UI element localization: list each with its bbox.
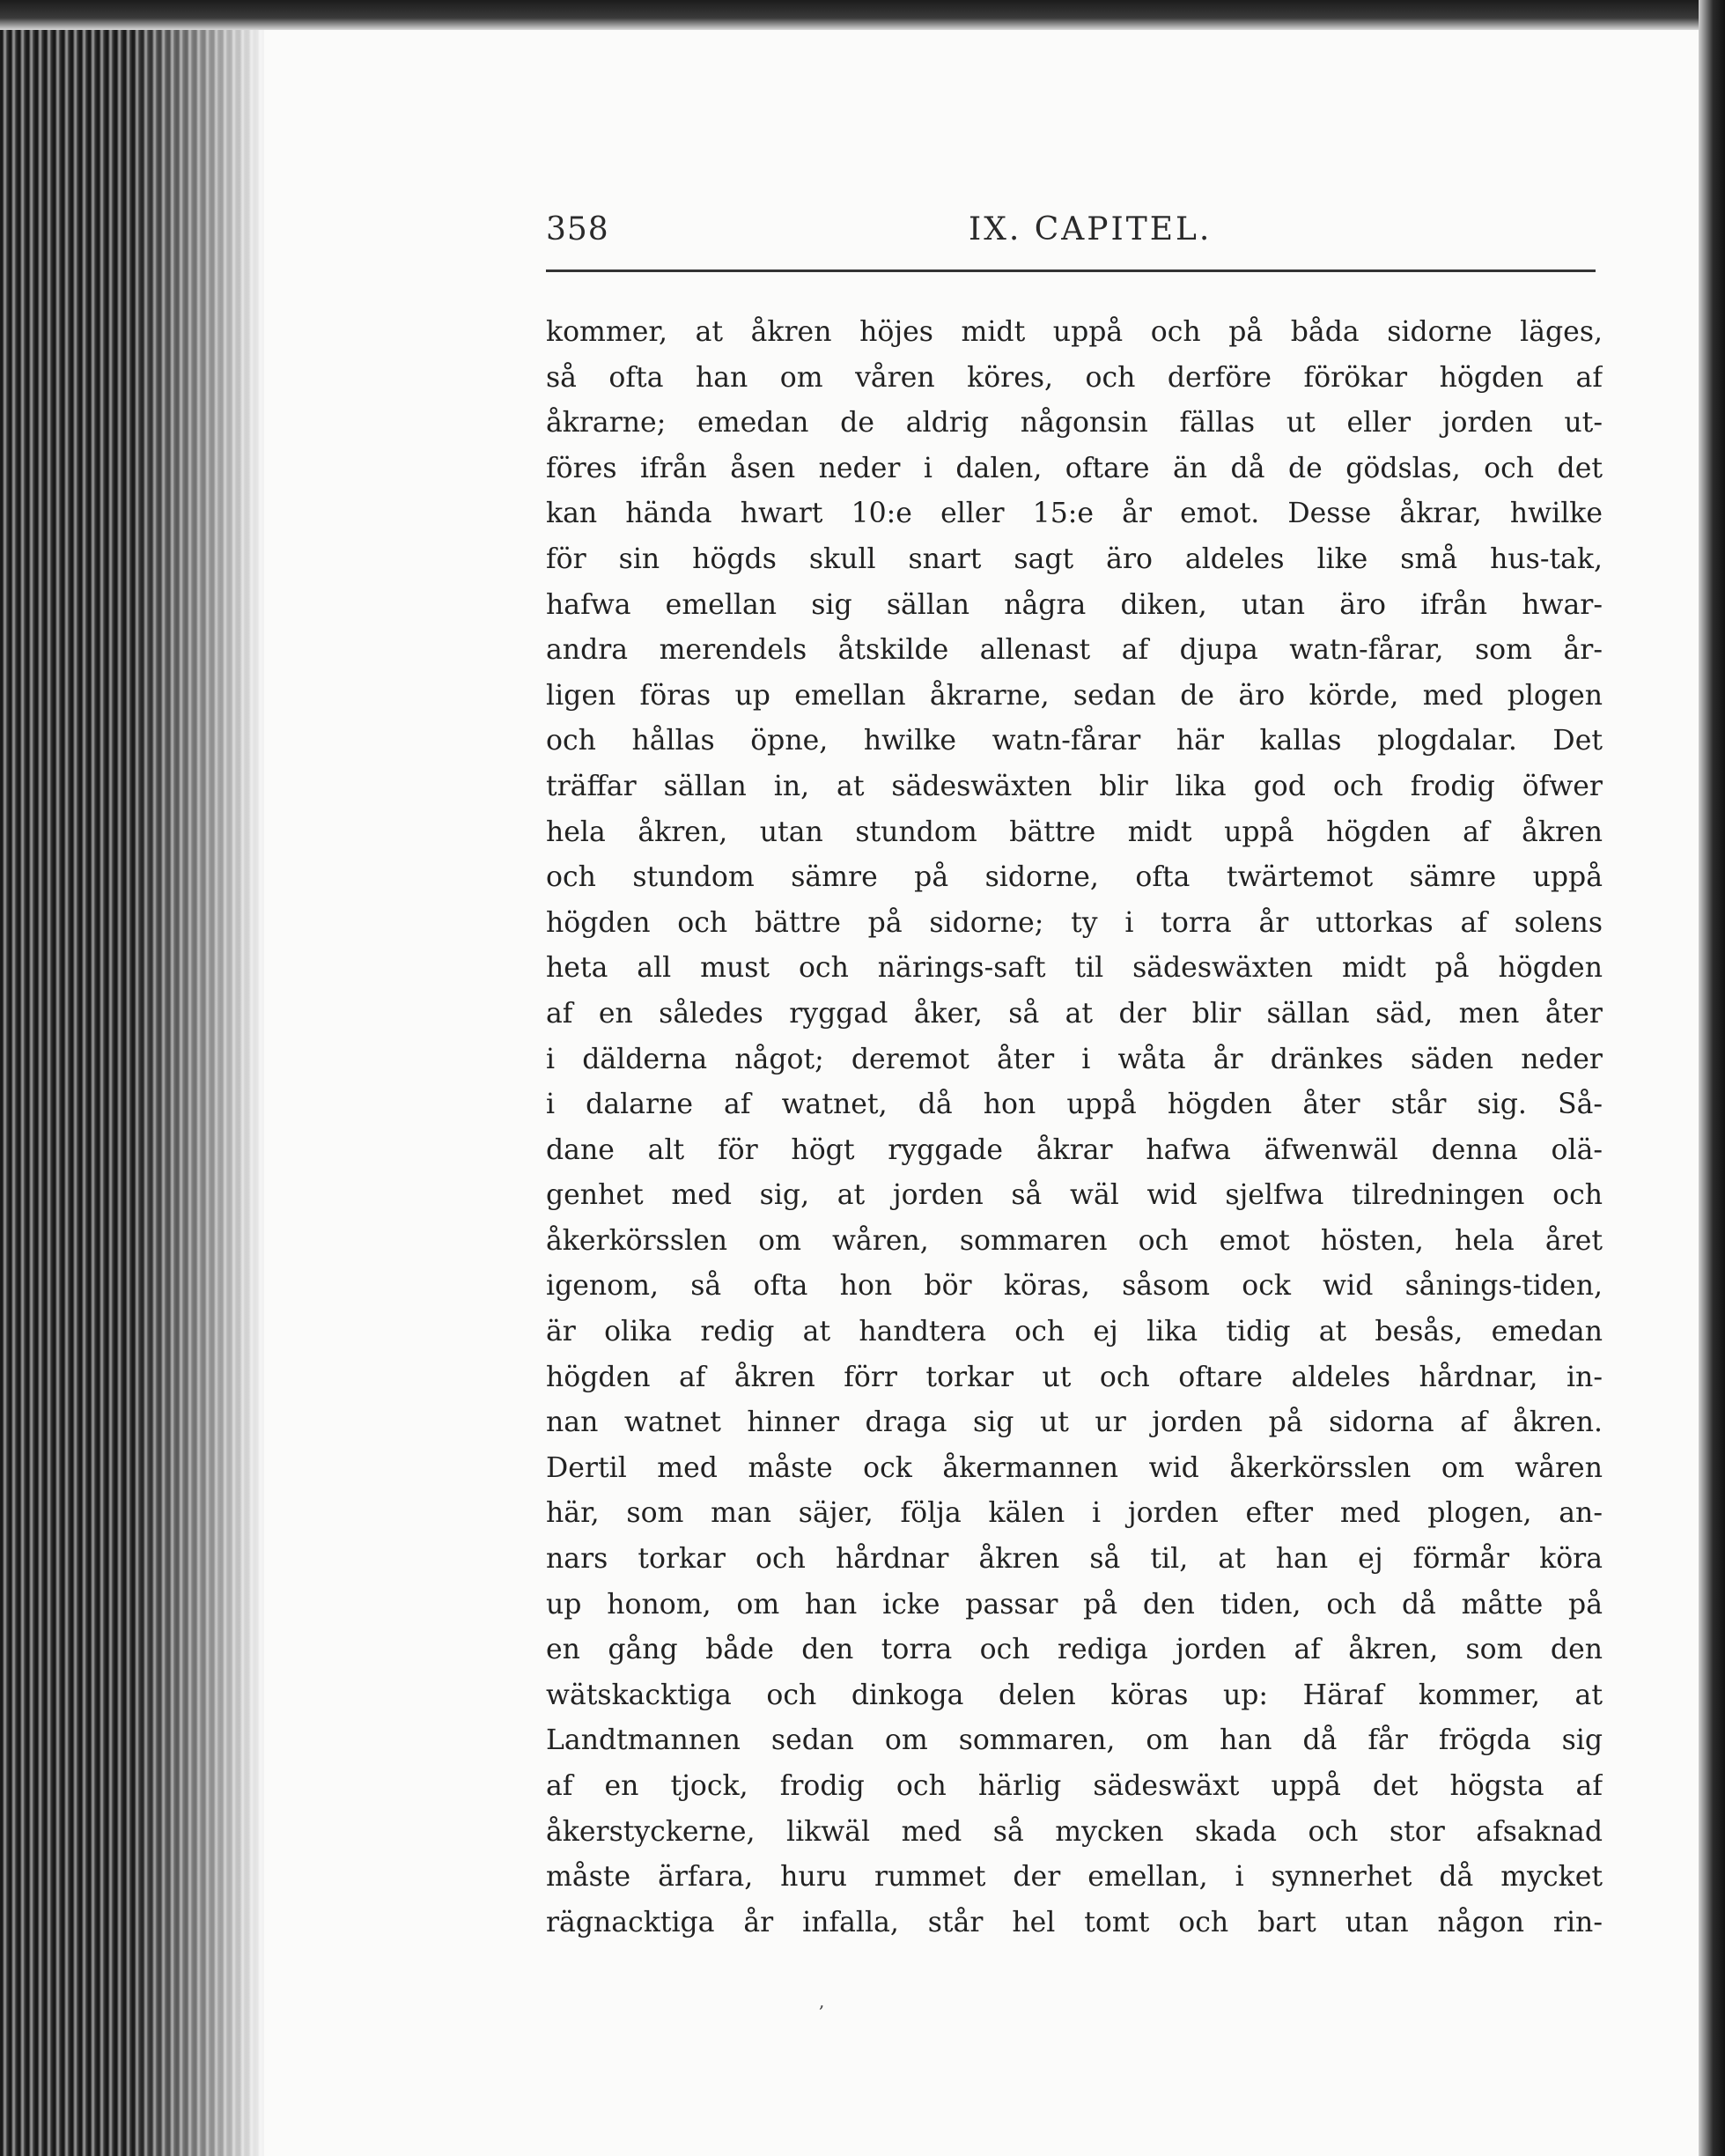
body-text [546,310,1603,1946]
text-line: åkerstyckerne, likwäl med så mycken skada och stor afsaknad [546,1815,1603,1848]
text-line: kan hända hwart 10:e eller 15:e år emot. Desse åkrar, hwilke [546,498,1603,530]
chapter-title: IX. CAPITEL. [969,211,1213,247]
text-line: up honom, om han icke passar på den tiden, och då måtte på [546,1588,1603,1621]
text-line: högden af åkren förr torkar ut och oftare aldeles hårdnar, in- [546,1361,1603,1393]
text-line: af en således ryggad åker, så at der blir sällan säd, men åter [546,997,1603,1030]
text-line: Landtmannen sedan om sommaren, om han då får frögda sig [546,1724,1603,1757]
text-line: wätskacktiga och dinkoga delen köras up: Häraf kommer, at [546,1679,1603,1711]
ink-speck: , [819,1990,825,2012]
text-line: och stundom sämre på sidorne, ofta twärtemot sämre uppå [546,861,1603,894]
text-line: en gång både den torra och rediga jorden af åkren, som den [546,1634,1603,1666]
text-line: hela åkren, utan stundom bättre midt uppå högden af åkren [546,816,1603,848]
text-line: är olika redig at handtera och ej lika tidig at besås, emedan [546,1316,1603,1348]
text-line: här, som man säjer, följa kälen i jorden efter med plogen, an- [546,1497,1603,1530]
text-line: hafwa emellan sig sällan några diken, utan äro ifrån hwar- [546,588,1603,621]
top-scan-shadow [0,0,1725,30]
text-line: andra merendels åtskilde allenast af djupa watn-fårar, som år- [546,634,1603,667]
text-line: rägnacktiga år infalla, står hel tomt och bart utan någon rin- [546,1906,1603,1938]
text-line: heta all must och närings-saft til sädeswäxten midt på högden [546,952,1603,985]
running-header [546,211,1594,261]
text-line: genhet med sig, at jorden så wäl wid sjelfwa tilredningen och [546,1179,1603,1212]
text-line: i dalarne af watnet, då hon uppå högden åter står sig. Så- [546,1089,1603,1121]
text-line: högden och bättre på sidorne; ty i torra år uttorkas af solens [546,906,1603,939]
text-line: så ofta han om våren köres, och derföre förökar högden af [546,361,1603,394]
text-line: kommer, at åkren höjes midt uppå och på båda sidorne läges, [546,316,1603,348]
right-scan-edge [1699,0,1725,2156]
text-line: igenom, så ofta hon bör köras, såsom ock wid sånings-tiden, [546,1270,1603,1303]
page-number: 358 [546,211,609,247]
header-rule [546,270,1596,272]
text-line: dane alt för högt ryggade åkrar hafwa äfwenwäl denna olä- [546,1133,1603,1166]
text-line: föres ifrån åsen neder i dalen, oftare än då de gödslas, och det [546,452,1603,484]
text-line: nan watnet hinner draga sig ut ur jorden på sidorna af åkren. [546,1407,1603,1439]
text-line: af en tjock, frodig och härlig sädeswäxt uppå det högsta af [546,1770,1603,1802]
text-line: åkerkörsslen om wåren, sommaren och emot hösten, hela året [546,1224,1603,1257]
text-line: och hållas öpne, hwilke watn-fårar här kallas plogdalar. Det [546,725,1603,757]
text-line: träffar sällan in, at sädeswäxten blir lika god och frodig öfwer [546,770,1603,802]
text-line: Dertil med måste ock åkermannen wid åkerkörsslen om wåren [546,1451,1603,1484]
text-line: måste ärfara, huru rummet der emellan, i synnerhet då mycket [546,1861,1603,1894]
text-line: ligen föras up emellan åkrarne, sedan de äro körde, med plogen [546,679,1603,712]
text-line: i dälderna något; deremot åter i wåta år dränkes säden neder [546,1043,1603,1075]
text-line: nars torkar och hårdnar åkren så til, at han ej förmår köra [546,1543,1603,1576]
text-line: för sin högds skull snart sagt äro aldeles like små hus-tak, [546,543,1603,575]
page-gutter-shading [132,30,264,2156]
text-line: åkrarne; emedan de aldrig någonsin fällas ut eller jorden ut- [546,407,1603,439]
